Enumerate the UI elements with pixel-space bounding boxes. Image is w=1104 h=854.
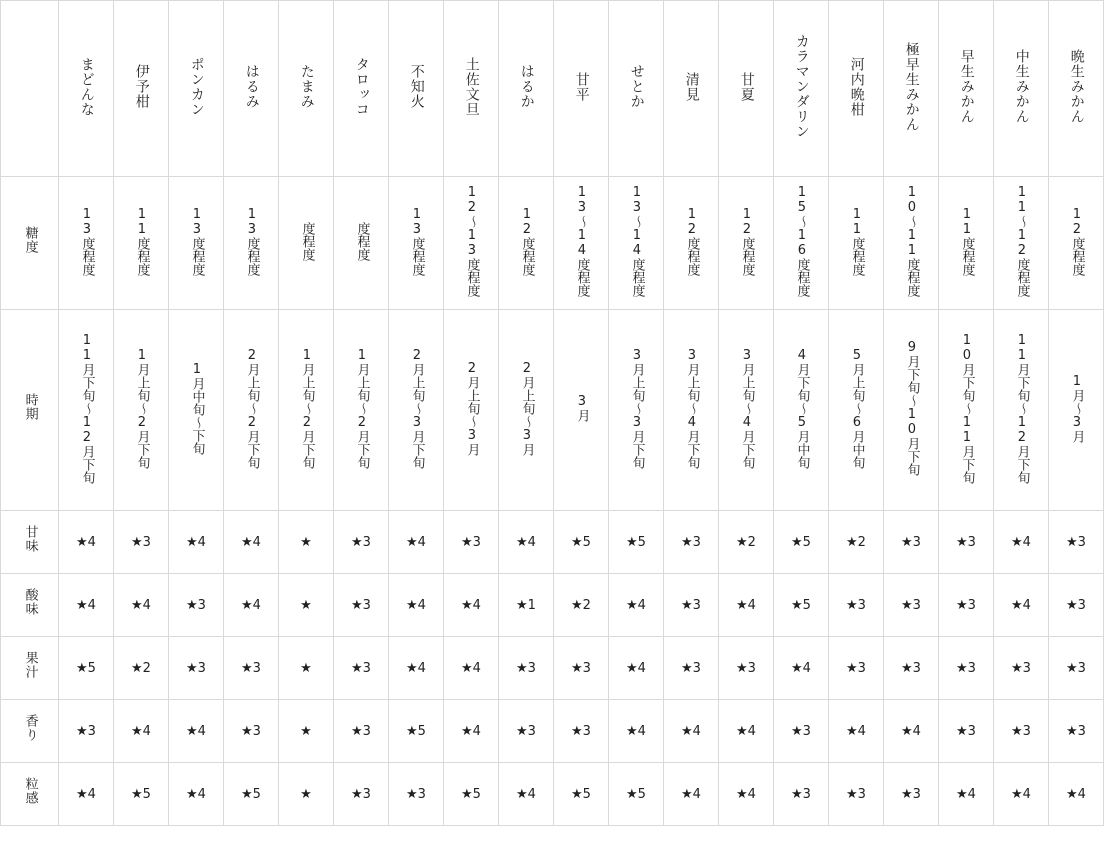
table-row-season <box>1 310 1104 511</box>
season-cell-13: 4月下旬〜5月中旬 <box>774 310 829 511</box>
row-label-sweetness: 甘味 <box>1 511 59 574</box>
sugar-cell-1: 11度程度 <box>114 177 169 310</box>
sweetness-cell-1: ★3 <box>114 511 169 574</box>
sweetness-cell-15: ★3 <box>884 511 939 574</box>
sugar-cell-12: 12度程度 <box>719 177 774 310</box>
variety-header-2: ポンカン <box>169 1 224 177</box>
sugar-cell-8: 12度程度 <box>499 177 554 310</box>
variety-header-5: タロッコ <box>334 1 389 177</box>
variety-header-14: 河内晩柑 <box>829 1 884 177</box>
season-cell-3: 2月上旬〜2月下旬 <box>224 310 279 511</box>
sugar-cell-14: 11度程度 <box>829 177 884 310</box>
texture-cell-5: ★3 <box>334 763 389 826</box>
table-row-header <box>1 1 1104 177</box>
acidity-cell-2: ★3 <box>169 574 224 637</box>
aroma-cell-9: ★3 <box>554 700 609 763</box>
acidity-cell-4: ★ <box>279 574 334 637</box>
juice-cell-3: ★3 <box>224 637 279 700</box>
season-cell-15: 9月下旬〜10月下旬 <box>884 310 939 511</box>
texture-cell-4: ★ <box>279 763 334 826</box>
row-label-acidity: 酸味 <box>1 574 59 637</box>
acidity-cell-10: ★4 <box>609 574 664 637</box>
aroma-cell-7: ★4 <box>444 700 499 763</box>
juice-cell-14: ★3 <box>829 637 884 700</box>
aroma-cell-14: ★4 <box>829 700 884 763</box>
acidity-cell-12: ★4 <box>719 574 774 637</box>
season-cell-6: 2月上旬〜3月下旬 <box>389 310 444 511</box>
texture-cell-10: ★5 <box>609 763 664 826</box>
sugar-cell-11: 12度程度 <box>664 177 719 310</box>
variety-header-11: 清見 <box>664 1 719 177</box>
texture-cell-14: ★3 <box>829 763 884 826</box>
acidity-cell-16: ★3 <box>939 574 994 637</box>
variety-header-4: たまみ <box>279 1 334 177</box>
variety-header-8: はるか <box>499 1 554 177</box>
sugar-cell-5: 度程度 <box>334 177 389 310</box>
season-cell-8: 2月上旬〜3月 <box>499 310 554 511</box>
sweetness-cell-13: ★5 <box>774 511 829 574</box>
acidity-cell-5: ★3 <box>334 574 389 637</box>
sweetness-cell-4: ★ <box>279 511 334 574</box>
juice-cell-12: ★3 <box>719 637 774 700</box>
sugar-cell-17: 11〜12度程度 <box>994 177 1049 310</box>
acidity-cell-11: ★3 <box>664 574 719 637</box>
acidity-cell-1: ★4 <box>114 574 169 637</box>
juice-cell-5: ★3 <box>334 637 389 700</box>
sugar-cell-7: 12〜13度程度 <box>444 177 499 310</box>
juice-cell-17: ★3 <box>994 637 1049 700</box>
variety-header-1: 伊予柑 <box>114 1 169 177</box>
aroma-cell-15: ★4 <box>884 700 939 763</box>
sugar-cell-6: 13度程度 <box>389 177 444 310</box>
texture-cell-0: ★4 <box>59 763 114 826</box>
season-cell-2: 1月中旬〜下旬 <box>169 310 224 511</box>
juice-cell-1: ★2 <box>114 637 169 700</box>
table-row-texture <box>1 763 1104 826</box>
texture-cell-3: ★5 <box>224 763 279 826</box>
variety-header-9: 甘平 <box>554 1 609 177</box>
sugar-cell-18: 12度程度 <box>1049 177 1104 310</box>
table-row-sugar <box>1 177 1104 310</box>
aroma-cell-13: ★3 <box>774 700 829 763</box>
juice-cell-16: ★3 <box>939 637 994 700</box>
juice-cell-18: ★3 <box>1049 637 1104 700</box>
table-row-acidity <box>1 574 1104 637</box>
sugar-cell-0: 13度程度 <box>59 177 114 310</box>
acidity-cell-15: ★3 <box>884 574 939 637</box>
sweetness-cell-8: ★4 <box>499 511 554 574</box>
sugar-cell-9: 13〜14度程度 <box>554 177 609 310</box>
texture-cell-7: ★5 <box>444 763 499 826</box>
aroma-cell-11: ★4 <box>664 700 719 763</box>
juice-cell-6: ★4 <box>389 637 444 700</box>
acidity-cell-7: ★4 <box>444 574 499 637</box>
season-cell-16: 10月下旬〜11月下旬 <box>939 310 994 511</box>
variety-header-3: はるみ <box>224 1 279 177</box>
acidity-cell-13: ★5 <box>774 574 829 637</box>
row-label-sugar: 糖度 <box>1 177 59 310</box>
juice-cell-8: ★3 <box>499 637 554 700</box>
sweetness-cell-9: ★5 <box>554 511 609 574</box>
acidity-cell-9: ★2 <box>554 574 609 637</box>
sugar-cell-15: 10〜11度程度 <box>884 177 939 310</box>
season-cell-11: 3月上旬〜4月下旬 <box>664 310 719 511</box>
row-label-juice: 果汁 <box>1 637 59 700</box>
variety-header-16: 早生みかん <box>939 1 994 177</box>
sugar-cell-3: 13度程度 <box>224 177 279 310</box>
sugar-cell-10: 13〜14度程度 <box>609 177 664 310</box>
variety-header-12: 甘夏 <box>719 1 774 177</box>
variety-header-18: 晩生みかん <box>1049 1 1104 177</box>
texture-cell-9: ★5 <box>554 763 609 826</box>
table-row-juice <box>1 637 1104 700</box>
sweetness-cell-18: ★3 <box>1049 511 1104 574</box>
juice-cell-2: ★3 <box>169 637 224 700</box>
aroma-cell-0: ★3 <box>59 700 114 763</box>
acidity-cell-18: ★3 <box>1049 574 1104 637</box>
season-cell-14: 5月上旬〜6月中旬 <box>829 310 884 511</box>
aroma-cell-1: ★4 <box>114 700 169 763</box>
aroma-cell-17: ★3 <box>994 700 1049 763</box>
sweetness-cell-3: ★4 <box>224 511 279 574</box>
corner-cell <box>1 1 59 177</box>
aroma-cell-2: ★4 <box>169 700 224 763</box>
juice-cell-9: ★3 <box>554 637 609 700</box>
sweetness-cell-11: ★3 <box>664 511 719 574</box>
aroma-cell-8: ★3 <box>499 700 554 763</box>
season-cell-18: 1月〜3月 <box>1049 310 1104 511</box>
sugar-cell-13: 15〜16度程度 <box>774 177 829 310</box>
texture-cell-12: ★4 <box>719 763 774 826</box>
sweetness-cell-6: ★4 <box>389 511 444 574</box>
juice-cell-4: ★ <box>279 637 334 700</box>
season-cell-0: 11月下旬〜12月下旬 <box>59 310 114 511</box>
aroma-cell-10: ★4 <box>609 700 664 763</box>
texture-cell-16: ★4 <box>939 763 994 826</box>
juice-cell-0: ★5 <box>59 637 114 700</box>
season-cell-12: 3月上旬〜4月下旬 <box>719 310 774 511</box>
sweetness-cell-10: ★5 <box>609 511 664 574</box>
sweetness-cell-14: ★2 <box>829 511 884 574</box>
acidity-cell-6: ★4 <box>389 574 444 637</box>
acidity-cell-14: ★3 <box>829 574 884 637</box>
variety-header-15: 極早生みかん <box>884 1 939 177</box>
season-cell-17: 11月下旬〜12月下旬 <box>994 310 1049 511</box>
row-label-aroma: 香り <box>1 700 59 763</box>
sweetness-cell-12: ★2 <box>719 511 774 574</box>
texture-cell-15: ★3 <box>884 763 939 826</box>
variety-header-7: 土佐文旦 <box>444 1 499 177</box>
aroma-cell-18: ★3 <box>1049 700 1104 763</box>
aroma-cell-6: ★5 <box>389 700 444 763</box>
season-cell-4: 1月上旬〜2月下旬 <box>279 310 334 511</box>
acidity-cell-17: ★4 <box>994 574 1049 637</box>
texture-cell-1: ★5 <box>114 763 169 826</box>
acidity-cell-3: ★4 <box>224 574 279 637</box>
season-cell-9: 3月 <box>554 310 609 511</box>
texture-cell-2: ★4 <box>169 763 224 826</box>
variety-header-0: まどんな <box>59 1 114 177</box>
sweetness-cell-2: ★4 <box>169 511 224 574</box>
acidity-cell-8: ★1 <box>499 574 554 637</box>
sweetness-cell-5: ★3 <box>334 511 389 574</box>
sweetness-cell-7: ★3 <box>444 511 499 574</box>
season-cell-1: 1月上旬〜2月下旬 <box>114 310 169 511</box>
aroma-cell-16: ★3 <box>939 700 994 763</box>
juice-cell-10: ★4 <box>609 637 664 700</box>
acidity-cell-0: ★4 <box>59 574 114 637</box>
juice-cell-7: ★4 <box>444 637 499 700</box>
aroma-cell-12: ★4 <box>719 700 774 763</box>
texture-cell-17: ★4 <box>994 763 1049 826</box>
sugar-cell-2: 13度程度 <box>169 177 224 310</box>
aroma-cell-3: ★3 <box>224 700 279 763</box>
aroma-cell-5: ★3 <box>334 700 389 763</box>
variety-header-10: せとか <box>609 1 664 177</box>
season-cell-5: 1月上旬〜2月下旬 <box>334 310 389 511</box>
row-label-season: 時期 <box>1 310 59 511</box>
season-cell-10: 3月上旬〜3月下旬 <box>609 310 664 511</box>
row-label-texture: 粒感 <box>1 763 59 826</box>
sugar-cell-4: 度程度 <box>279 177 334 310</box>
juice-cell-15: ★3 <box>884 637 939 700</box>
texture-cell-11: ★4 <box>664 763 719 826</box>
sweetness-cell-0: ★4 <box>59 511 114 574</box>
table-row-aroma <box>1 700 1104 763</box>
juice-cell-11: ★3 <box>664 637 719 700</box>
texture-cell-8: ★4 <box>499 763 554 826</box>
sweetness-cell-17: ★4 <box>994 511 1049 574</box>
sugar-cell-16: 11度程度 <box>939 177 994 310</box>
variety-header-13: カラマンダリン <box>774 1 829 177</box>
texture-cell-6: ★3 <box>389 763 444 826</box>
texture-cell-13: ★3 <box>774 763 829 826</box>
season-cell-7: 2月上旬〜3月 <box>444 310 499 511</box>
aroma-cell-4: ★ <box>279 700 334 763</box>
variety-header-6: 不知火 <box>389 1 444 177</box>
sweetness-cell-16: ★3 <box>939 511 994 574</box>
table-row-sweetness <box>1 511 1104 574</box>
juice-cell-13: ★4 <box>774 637 829 700</box>
texture-cell-18: ★4 <box>1049 763 1104 826</box>
variety-header-17: 中生みかん <box>994 1 1049 177</box>
